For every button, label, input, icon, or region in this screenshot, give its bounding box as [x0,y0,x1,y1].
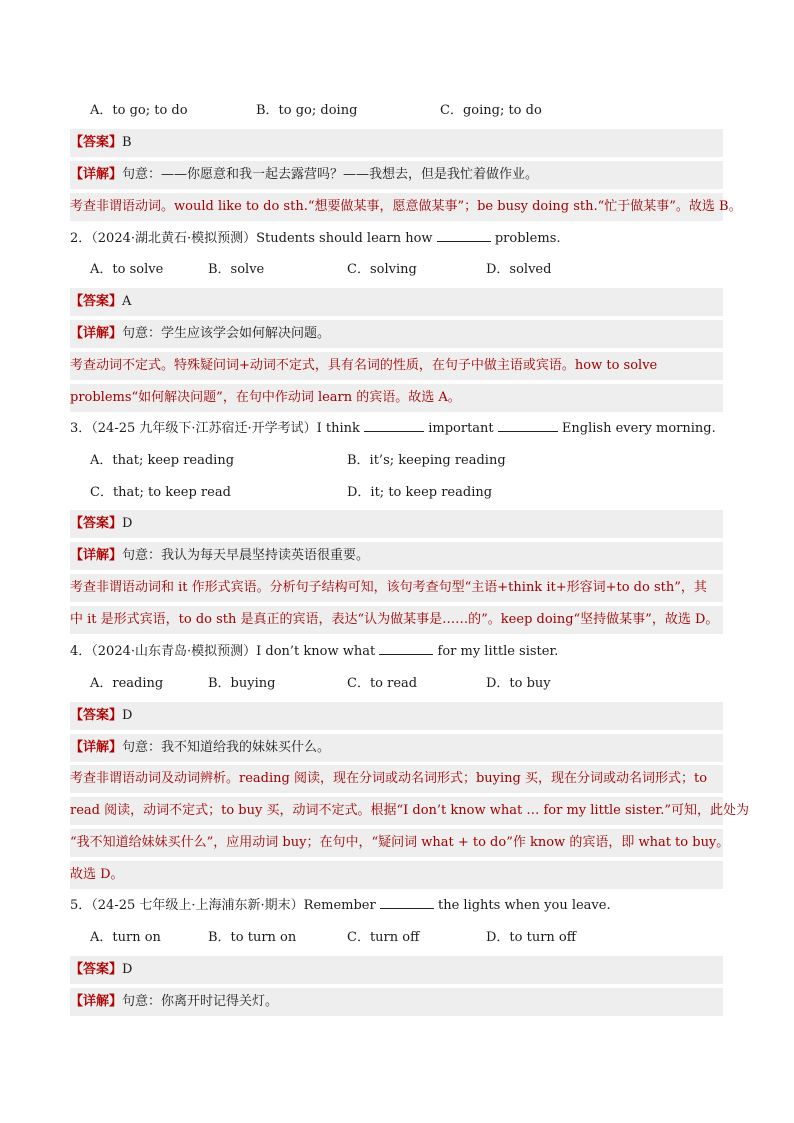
q5-option-b: B．to turn on [208,930,297,945]
stem-text: important [428,421,494,436]
question-source: （2024·山东青岛·模拟预测） [91,644,257,659]
q3-option-b: B．it’s; keeping reading [347,453,506,468]
q4-option-d: D．to buy [486,676,551,691]
detail-tag: 【详解】 [70,740,123,755]
q1-analysis-line: 考查非谓语动词。would like to do sth.“想要做某事，愿意做某事”；be busy doing sth.“忙于做某事”。故选 B。 [70,193,723,221]
stem-text: I don’t know what [256,644,376,659]
q4-options [70,670,723,698]
stem-text: the lights when you leave. [438,898,611,913]
answer-blank [379,640,433,655]
answer-blank [364,417,424,432]
q2-answer [70,288,723,316]
q1-options [70,97,723,125]
answer-tag: 【答案】 [70,516,123,531]
q1-detail [70,161,723,189]
q4-analysis-line: 故选 D。 [70,861,723,889]
q4-option-a: A．reading [90,676,164,691]
q3-options-row2 [70,479,723,507]
q4-answer [70,702,723,730]
detail-tag: 【详解】 [70,167,123,182]
stem-text: problems. [494,231,561,246]
q3-option-c: C．that; to keep read [90,485,231,500]
q2-detail [70,320,723,348]
answer-value: D [122,708,133,723]
answer-tag: 【答案】 [70,135,123,150]
answer-value: A [122,294,132,309]
detail-meaning: 句意：我认为每天早晨坚持读英语很重要。 [122,548,370,563]
stem-text: English every morning. [561,421,716,436]
detail-tag: 【详解】 [70,548,123,563]
question-source: （24-25 九年级下·江苏宿迁·开学考试） [91,421,317,436]
q5-stem [70,892,723,920]
answer-tag: 【答案】 [70,962,123,977]
q4-analysis-line: 考查非谓语动词及动词辨析。reading 阅读，现在分词或动名词形式；buying 买，现在分词或动名词形式；to [70,765,723,793]
q2-option-b: B．solve [208,262,265,277]
question-number: 4． [70,644,92,659]
answer-tag: 【答案】 [70,294,123,309]
answer-tag: 【答案】 [70,708,123,723]
q2-option-c: C．solving [347,262,417,277]
q5-detail [70,988,723,1016]
stem-text: Students should learn how [256,231,433,246]
q3-stem [70,415,723,443]
q3-analysis-line: 中 it 是形式宾语，to do sth 是真正的宾语，表达“认为做某事是……的”。keep doing“坚持做某事”，故选 D。 [70,606,723,634]
q1-option-c: C．going; to do [440,103,542,118]
question-number: 3． [70,421,92,436]
q4-analysis-line: “我不知道给妹妹买什么”，应用动词 buy；在句中，“疑问词 what + to do”作 know 的宾语，即 what to buy。 [70,829,723,857]
q5-answer [70,956,723,984]
q4-option-c: C．to read [347,676,418,691]
q4-stem [70,638,723,666]
answer-blank [437,227,491,242]
stem-text: Remember [303,898,376,913]
detail-meaning: 句意：——你愿意和我一起去露营吗？——我想去，但是我忙着做作业。 [122,167,539,182]
stem-text: I think [316,421,360,436]
answer-blank [498,417,558,432]
detail-meaning: 句意：你离开时记得关灯。 [122,994,279,1009]
detail-meaning: 句意：我不知道给我的妹妹买什么。 [122,740,331,755]
q3-option-a: A．that; keep reading [90,453,235,468]
detail-meaning: 句意：学生应该学会如何解决问题。 [122,326,331,341]
answer-value: D [122,516,133,531]
q3-option-d: D．it; to keep reading [347,485,493,500]
q2-options [70,256,723,284]
detail-tag: 【详解】 [70,326,123,341]
detail-tag: 【详解】 [70,994,123,1009]
q3-analysis-line: 考查非谓语动词和 it 作形式宾语。分析句子结构可知，该句考查句型“主语+think it+形容词+to do sth”，其 [70,574,723,602]
q4-analysis-line: read 阅读，动词不定式；to buy 买，动词不定式。根据“I don’t know what … for my little sister.”可知，此处为 [70,797,723,825]
q4-option-b: B．buying [208,676,276,691]
q5-option-a: A．turn on [90,930,161,945]
q3-answer [70,510,723,538]
answer-value: B [122,135,132,150]
q2-stem [70,225,723,253]
answer-value: D [122,962,133,977]
q5-option-c: C．turn off [347,930,420,945]
answer-blank [380,894,434,909]
q2-analysis-line: 考查动词不定式。特殊疑问词+动词不定式，具有名词的性质，在句子中做主语或宾语。how to solve [70,352,723,380]
q5-option-d: D．to turn off [486,930,576,945]
question-source: （2024·湖北黄石·模拟预测） [91,231,257,246]
q5-options [70,924,723,952]
q1-option-a: A．to go; to do [90,103,188,118]
q1-answer [70,129,723,157]
q2-option-a: A．to solve [90,262,164,277]
q3-options-row1 [70,447,723,475]
stem-text: for my little sister. [437,644,559,659]
q1-option-b: B．to go; doing [256,103,358,118]
question-number: 2． [70,231,92,246]
q4-detail [70,734,723,762]
question-source: （24-25 七年级上·上海浦东新·期末） [91,898,304,913]
question-number: 5． [70,898,92,913]
q2-analysis-line: problems“如何解决问题”，在句中作动词 learn 的宾语。故选 A。 [70,384,723,412]
q3-detail [70,542,723,570]
q2-option-d: D．solved [486,262,552,277]
